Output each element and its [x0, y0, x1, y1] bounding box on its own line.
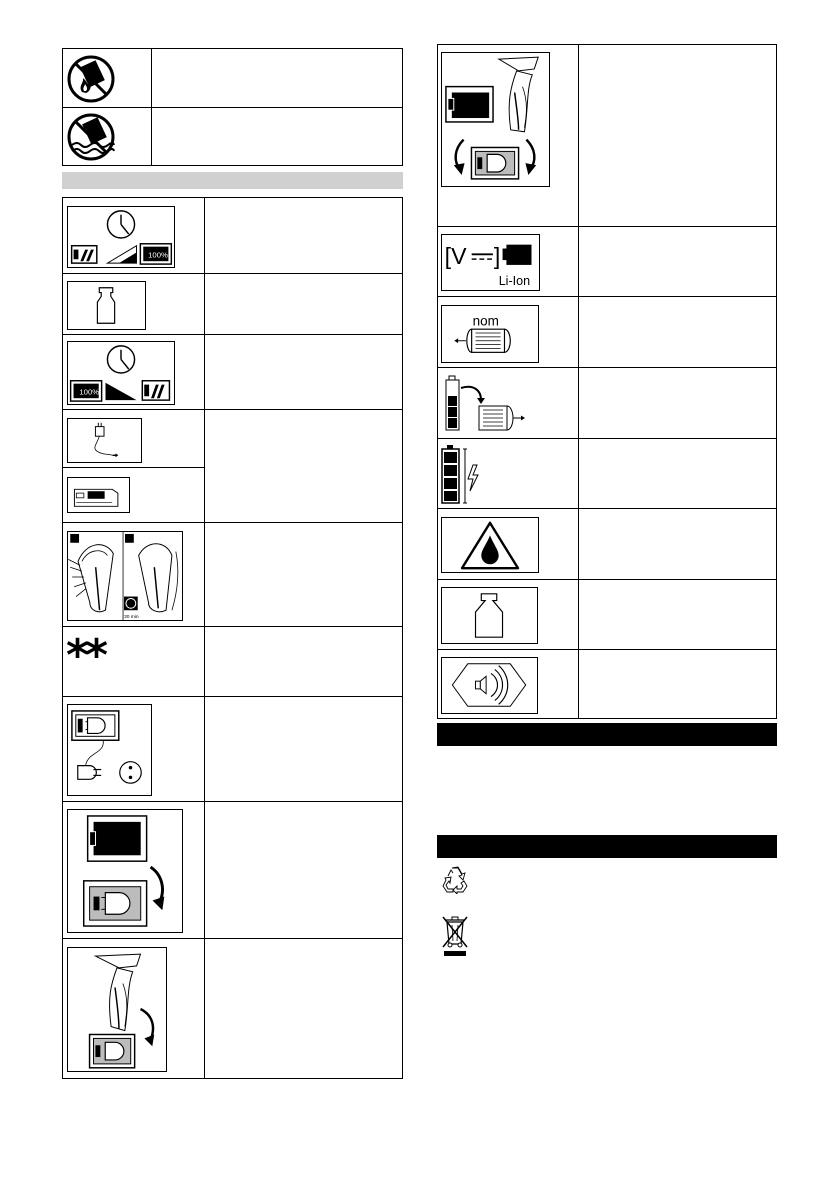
section-header-bar-2: [437, 835, 777, 858]
section-header-bar-1: [437, 723, 777, 746]
row-divider: [437, 296, 777, 297]
charger-plug-icon: [67, 418, 142, 463]
device-into-charger-icon: [67, 947, 167, 1072]
svg-text:]: ]: [493, 242, 501, 269]
voltage-li-ion-icon: [441, 234, 540, 291]
warning-col-divider: [151, 48, 152, 166]
row-divider: [62, 626, 403, 627]
full-percent-label: 100%: [148, 250, 168, 260]
row-divider: [62, 273, 403, 274]
row-divider: [62, 522, 403, 523]
nominal-label: nom: [472, 313, 499, 329]
device-battery-rotate-icon: [441, 52, 550, 187]
crossed-bin-icon: [440, 912, 470, 958]
row-divider: [62, 938, 403, 939]
battery-shape-icon: [67, 281, 146, 330]
charging-time-icon: [67, 206, 175, 268]
symbol-table-left-col-divider: [204, 197, 205, 1079]
voltage-symbol: [V: [444, 242, 467, 269]
symbol-table-right-col-divider: [578, 44, 579, 719]
row-divider: [62, 409, 403, 410]
row-divider: [437, 367, 777, 368]
li-ion-label: Li-Ion: [498, 274, 531, 289]
led-indicator-icon: [67, 531, 183, 621]
no-water-battery-icon: [66, 112, 116, 162]
row-divider: [62, 334, 403, 335]
row-divider: [437, 508, 777, 509]
battery-energy-icon: [439, 443, 489, 505]
double-asterisk-mark: **: [66, 630, 105, 681]
recycling-icon: [440, 864, 470, 894]
battery-to-motor-icon: [443, 374, 533, 434]
section-header-title-1: [437, 727, 441, 742]
row-divider: [62, 801, 403, 802]
warning-row-divider: [62, 107, 403, 108]
weight-icon: [441, 587, 538, 644]
liquid-warning-icon: [441, 517, 539, 573]
no-fire-battery-icon: [66, 54, 116, 104]
row-divider: [437, 438, 777, 439]
row-divider: [437, 649, 777, 650]
time-label: 30 min: [124, 615, 139, 620]
section-header-title-2: [437, 839, 441, 854]
row-divider-partial: [62, 467, 205, 468]
charger-mains-icon: [67, 704, 152, 796]
section-header-bar: [62, 172, 403, 189]
full-percent-label-2: 100%: [79, 387, 100, 397]
battery-into-charger-icon: [67, 809, 183, 933]
row-divider: [437, 579, 777, 580]
charging-station-icon: [67, 477, 130, 513]
sound-level-icon: [441, 657, 538, 714]
row-divider: [437, 226, 777, 227]
section-header-title: [62, 174, 66, 188]
nominal-motor-icon: [441, 305, 539, 363]
row-divider: [62, 696, 403, 697]
discharge-time-icon: [67, 341, 175, 405]
